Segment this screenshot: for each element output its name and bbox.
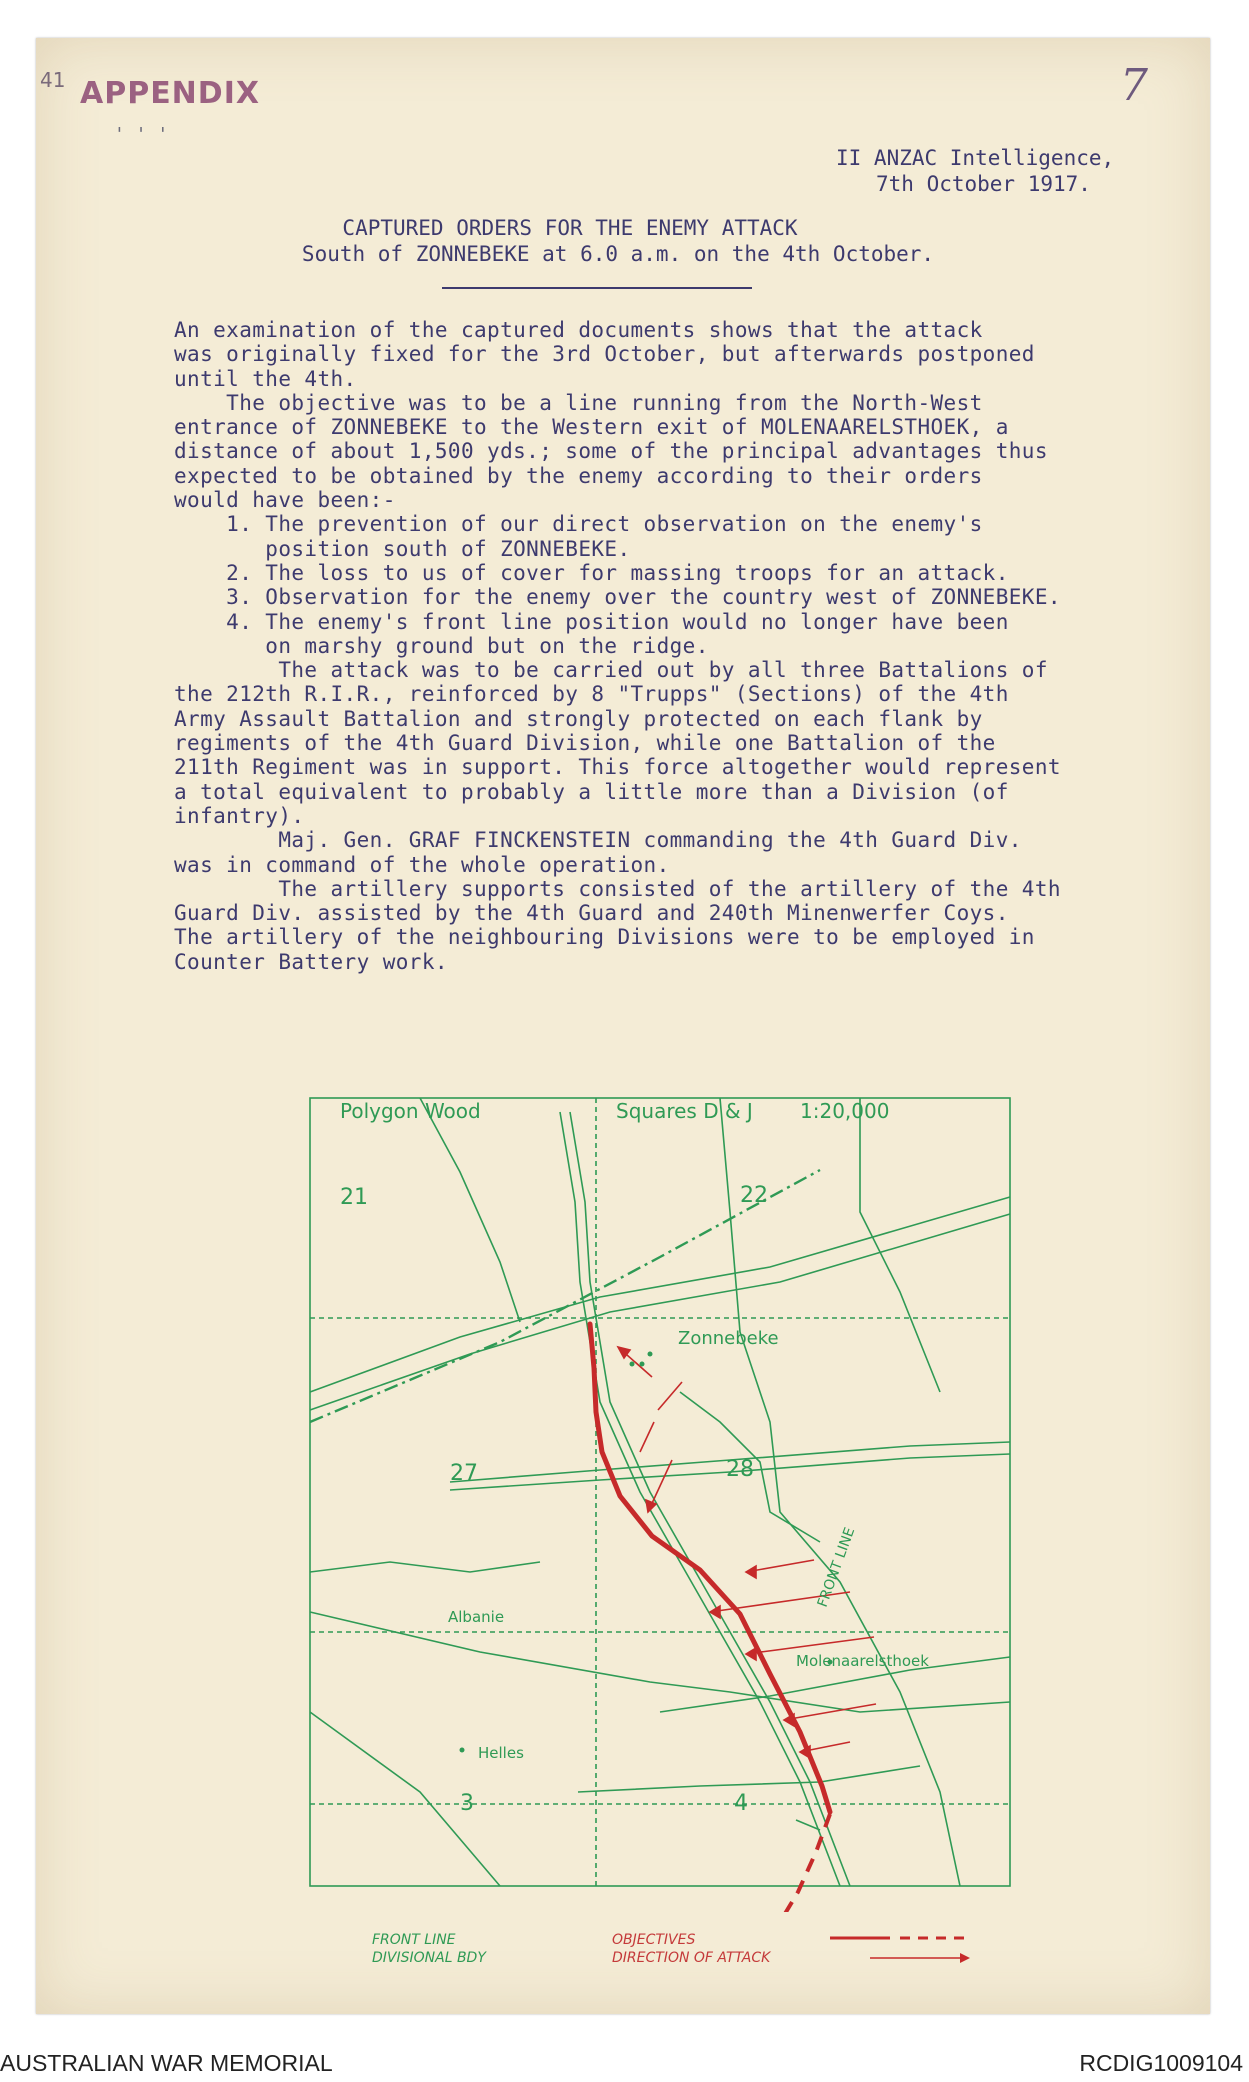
railway xyxy=(570,1112,850,1886)
body-line: position south of ZONNEBEKE. xyxy=(174,536,631,561)
map-green-lines xyxy=(310,1098,1010,1886)
track xyxy=(860,1098,940,1392)
track xyxy=(420,1098,520,1322)
appendix-stamp: APPENDIX xyxy=(80,76,260,111)
body-line: The attack was to be carried out by all three Battalions of xyxy=(174,658,1048,683)
body-line: entrance of ZONNEBEKE to the Western exit of MOLENAARELSTHOEK, a xyxy=(174,415,1009,440)
place-molenaarelsthoek: Molenaarelsthoek xyxy=(796,1652,929,1670)
body-line: 211th Regiment was in support. This force altogether would represent xyxy=(174,755,1061,780)
legend-arrow-head xyxy=(960,1953,970,1963)
body-line: would have been:- xyxy=(174,488,396,513)
header-unit: II ANZAC Intelligence, xyxy=(836,146,1115,170)
map-title-scale: 1:20,000 xyxy=(800,1099,890,1123)
body-line: infantry). xyxy=(174,803,305,828)
place-helles: Helles xyxy=(478,1744,524,1762)
road xyxy=(310,1197,1010,1392)
square-27: 27 xyxy=(450,1461,478,1486)
legend-objectives: OBJECTIVES xyxy=(612,1932,696,1948)
body-line: expected to be obtained by the enemy according to their orders xyxy=(174,463,983,488)
legend-swatches xyxy=(830,1930,980,1970)
title-line-2: South of ZONNEBEKE at 6.0 a.m. on the 4th October. xyxy=(301,242,935,266)
body-line: 3. Observation for the enemy over the country west of ZONNEBEKE. xyxy=(174,585,1061,610)
body-line: the 212th R.I.R., reinforced by 8 "Trupps" (Sections) of the 4th xyxy=(174,682,1009,707)
body-line: on marshy ground but on the ridge. xyxy=(174,633,709,658)
page-number-small: 41 xyxy=(40,68,66,92)
attack-arrow xyxy=(658,1382,682,1410)
body-line: regiments of the 4th Guard Division, while one Battalion of the xyxy=(174,731,996,756)
map-svg xyxy=(300,1092,1020,1912)
footer-left: AUSTRALIAN WAR MEMORIAL xyxy=(0,2050,333,2076)
footer-right: RCDIG1009104 xyxy=(1079,2050,1243,2076)
body-line: distance of about 1,500 yds.; some of the principal advantages thus xyxy=(174,439,1048,464)
legend-direction-of-attack: DIRECTION OF ATTACK xyxy=(612,1950,771,1966)
body-line: Maj. Gen. GRAF FINCKENSTEIN commanding the 4th Guard Div. xyxy=(174,828,1022,853)
body-line: Counter Battery work. xyxy=(174,949,448,974)
front-line xyxy=(720,1098,960,1886)
arrow-head xyxy=(746,1566,756,1578)
body-line: An examination of the captured documents shows that the attack xyxy=(174,318,983,342)
body-line: Guard Div. assisted by the 4th Guard and 240th Minenwerfer Coys. xyxy=(174,901,1009,926)
legend-divisional-bdy: DIVISIONAL BDY xyxy=(372,1950,486,1966)
objective-line xyxy=(590,1324,830,1812)
title-underline xyxy=(442,287,752,289)
railway xyxy=(560,1112,840,1886)
arrow-head xyxy=(746,1648,756,1660)
legend-front-line: FRONT LINE xyxy=(372,1932,456,1948)
place-albanie: Albanie xyxy=(448,1608,505,1626)
sketch-map xyxy=(300,1092,1020,1916)
body-line: The objective was to be a line running from the North-West xyxy=(174,390,983,415)
attack-arrow xyxy=(640,1422,654,1452)
road xyxy=(310,1214,1010,1410)
body-line: was originally fixed for the 3rd October, but afterwards postponed xyxy=(174,342,1035,367)
page-number-handwritten: 7 xyxy=(1120,60,1148,111)
place-dot xyxy=(648,1352,653,1357)
body-line: 1. The prevention of our direct observation on the enemy's xyxy=(174,512,983,537)
map-title-squares: Squares D & J xyxy=(616,1099,753,1123)
square-4: 4 xyxy=(734,1791,748,1816)
place-dot xyxy=(460,1748,465,1753)
map-front-line-label: FRONT LINE xyxy=(814,1525,859,1610)
pencil-marks: ' ' ' xyxy=(114,124,169,145)
square-28: 28 xyxy=(726,1457,754,1482)
track xyxy=(310,1562,540,1572)
body-line: 4. The enemy's front line position would no longer have been xyxy=(174,609,1009,634)
place-dot xyxy=(630,1362,635,1367)
square-22: 22 xyxy=(740,1183,768,1208)
body-line: until the 4th. xyxy=(174,366,357,391)
title-line-1: CAPTURED ORDERS FOR THE ENEMY ATTACK xyxy=(342,216,798,240)
header-date: 7th October 1917. xyxy=(876,172,1091,196)
body-line: was in command of the whole operation. xyxy=(174,852,670,877)
square-3: 3 xyxy=(460,1791,474,1816)
road xyxy=(578,1766,920,1792)
body-line: The artillery supports consisted of the artillery of the 4th xyxy=(174,876,1061,901)
square-21: 21 xyxy=(340,1185,368,1210)
place-dot xyxy=(640,1362,645,1367)
body-text xyxy=(174,318,1214,974)
body-line: The artillery of the neighbouring Divisions were to be employed in xyxy=(174,925,1035,950)
body-line: Army Assault Battalion and strongly protected on each flank by xyxy=(174,706,983,731)
objective-line-dashed xyxy=(780,1814,830,1912)
map-title-polygon-wood: Polygon Wood xyxy=(340,1099,481,1123)
place-dots xyxy=(460,1352,833,1753)
body-line: 2. The loss to us of cover for massing troops for an attack. xyxy=(174,560,1009,585)
place-zonnebeke: Zonnebeke xyxy=(678,1328,779,1349)
body-line: a total equivalent to probably a little more than a Division (of xyxy=(174,779,1009,804)
